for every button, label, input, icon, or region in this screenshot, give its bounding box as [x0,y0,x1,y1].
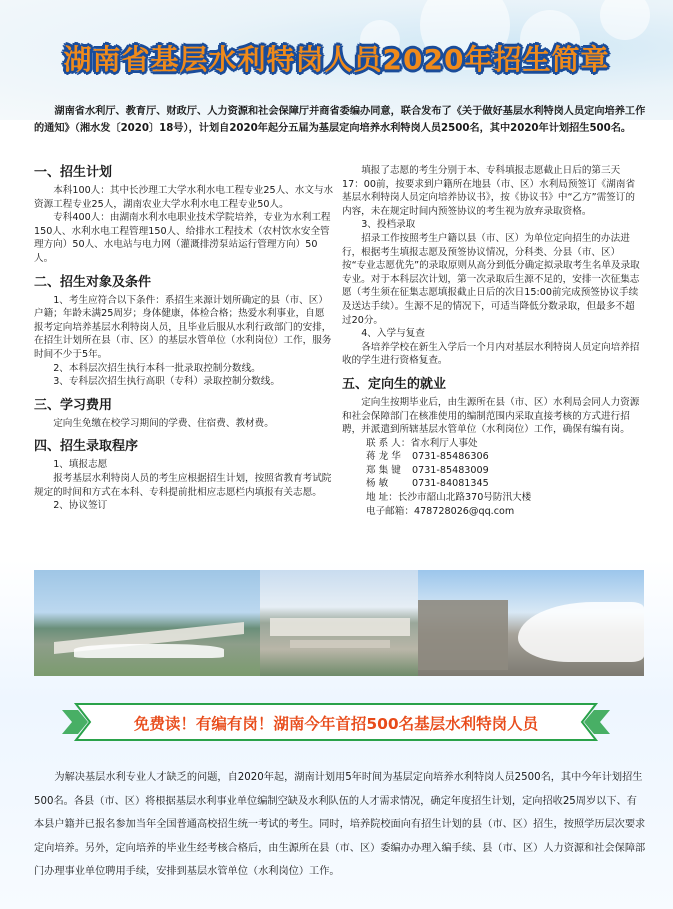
contact-name: 蒋 龙 华 [366,451,401,463]
dam-photo-3 [418,570,644,676]
left-column [34,164,334,513]
procedure-step-3-text: 招录工作按照考生户籍以县（市、区）为单位定向招生的办法进行，根据考生填报志愿及预签协议情况，分科类、分县（市、区）按“专业志愿优先”的录取原则从高分到低分确定拟录取考生名单及录取专业。对于本科层次计划，第一次录取后生源不足的，安排一次征集志愿（考生须在征集志愿填报截止日后的次日15:00前完成预签协议手续及送达手续）。生源不足的情况下，可适当降低分数录取，但最多不超过20分。 [342,232,640,326]
eligibility-undergrad-line: 2、本科层次招生执行本科一批录取控制分数线。 [53,362,261,374]
dam-photo-2 [260,570,418,676]
dam-structure [270,618,410,636]
dam-photo-1 [34,570,260,676]
employment-text: 定向生按期毕业后，由生源所在县（市、区）水利局会同人力资源和社会保障部门在核准使用的编制范围内采取直接考核的方式进行招聘，并派遣到所辖基层水管单位（水利岗位）工作，确保有编有岗。 [342,396,640,436]
water-spray [74,644,224,658]
page-title: 湖南省基层水利特岗人员2020年招生简章 [63,43,610,76]
water-spray [518,602,644,662]
contact-row [342,477,642,491]
contact-address-value: 长沙市韶山北路370号防汛大楼 [397,492,532,504]
procedure-step-1-text: 报考基层水利特岗人员的考生应根据招生计划，按照省教育考试院规定的时间和方式在本科、专科提前批相应志愿栏内填报有关志愿。 [34,472,332,498]
contact-person-row [342,437,642,451]
procedure-step-4-text: 各培养学校在新生入学后一个月内对基层水利特岗人员定向培养招收的学生进行资格复查。 [342,341,640,367]
section-heading-employment: 五、定向生的就业 [342,376,447,392]
section-heading-fees: 三、学习费用 [34,397,113,413]
contact-row [342,450,642,464]
contact-address-row [342,491,642,505]
plan-college: 专科400人：由湖南水利水电职业技术学院培养，专业为水利工程150人、水利水电工程管理150人、给排水工程技术（农村饮水安全管理方向）50人、水电站与电力网（灌溉排涝泵站运行管理方向）50人。 [34,212,331,264]
decor-bubble [600,0,650,40]
procedure-step-2-text: 填报了志愿的考生分别于本、专科填报志愿截止日后的第三天17：00前，按要求到户籍所在地县（市、区）水利局预签订《湖南省基层水利特岗人员定向培养协议书》，按《协议书》中“乙方”需签订的内容，未在规定时间内预签协议的考生视为放弃录取资格。 [342,165,636,217]
closing-paragraph: 为解决基层水利专业人才缺乏的问题，自2020年起，湖南计划用5年时间为基层定向培养水利特岗人员2500名，其中今年计划招生500名。各县（市、区）将根据基层水利事业单位编制空缺及水利队伍的人才需求情况，确定年度招生计划，定向招收25周岁以下、有本县户籍并已报名参加当年全国普通高校招生统一考试的考生。同时，培养院校面向有招生计划的县（市、区）招生，按照学历层次要求定向培养。另外，定向培养的毕业生经考核合格后，由生源所在县（市、区）委编办办理入编手续、县（市、区）人力资源和社会保障部门办理事业单位聘用手续，安排到基层水管单位（水利岗位）工作。 [34,772,646,877]
procedure-step-4-title: 4、入学与复查 [361,328,425,340]
section-heading-procedure: 四、招生录取程序 [34,439,139,455]
dam-structure [290,640,390,648]
contact-email-row [342,505,642,519]
procedure-step-1-title: 1、填报志愿 [53,459,108,471]
contact-phone: 0731-85486306 [412,451,489,463]
section-heading-plan: 一、招生计划 [34,165,113,180]
right-column [342,164,642,518]
contact-name: 杨 敏 [366,478,389,490]
contact-phone: 0731-85483009 [412,464,489,476]
contact-name: 郑 集 键 [366,464,401,476]
contact-email-label: 电子邮箱： [366,505,414,517]
contact-person-label: 联 系 人： [366,437,411,449]
eligibility-college-line: 3、专科层次招生执行高职（专科）录取控制分数线。 [53,376,280,388]
contact-person-value: 省水利厅人事处 [410,437,478,449]
plan-undergrad: 本科100人：其中长沙理工大学水利水电工程专业25人、水文与水资源工程专业25人，湖南农业大学水利水电工程专业50人。 [34,185,334,210]
procedure-step-3-title: 3、投档录取 [361,219,416,231]
contact-address-label: 地 址： [366,492,398,504]
contact-email-value: 478728026@qq.com [413,505,515,517]
section-heading-eligibility: 二、招生对象及条件 [34,274,152,290]
fees-text: 定向生免缴在校学习期间的学费、住宿费、教材费。 [53,417,274,429]
intro-paragraph: 湖南省水利厅、教育厅、财政厅、人力资源和社会保障厅并商省委编办同意，联合发布了《关于做好基层水利特岗人员定向培养工作的通知》（湘水发〔2020〕18号），计划自2020年起分五届为基层定向培养水利特岗人员2500名，其中2020年计划招生500名。 [34,106,646,134]
procedure-step-2-title: 2、协议签订 [53,500,108,512]
contact-phone: 0731-84081345 [412,478,489,490]
headline-banner [62,700,610,744]
contact-row [342,464,642,478]
eligibility-conditions: 1、考生应符合以下条件：系招生来源计划所确定的县（市、区）户籍；年龄未满25周岁；身体健康，体检合格；热爱水利事业，自愿报考定向培养基层水利特岗人员，且毕业后服从水利行政部门的安排，在招生计划所在县（市、区）的基层水管单位（水利岗位）工作，服务时间不少于5年。 [34,294,332,360]
dam-structure [418,600,508,670]
photo-strip [34,570,644,676]
banner-headline: 免费读！有编有岗！湖南今年首招500名基层水利特岗人员 [133,715,539,733]
